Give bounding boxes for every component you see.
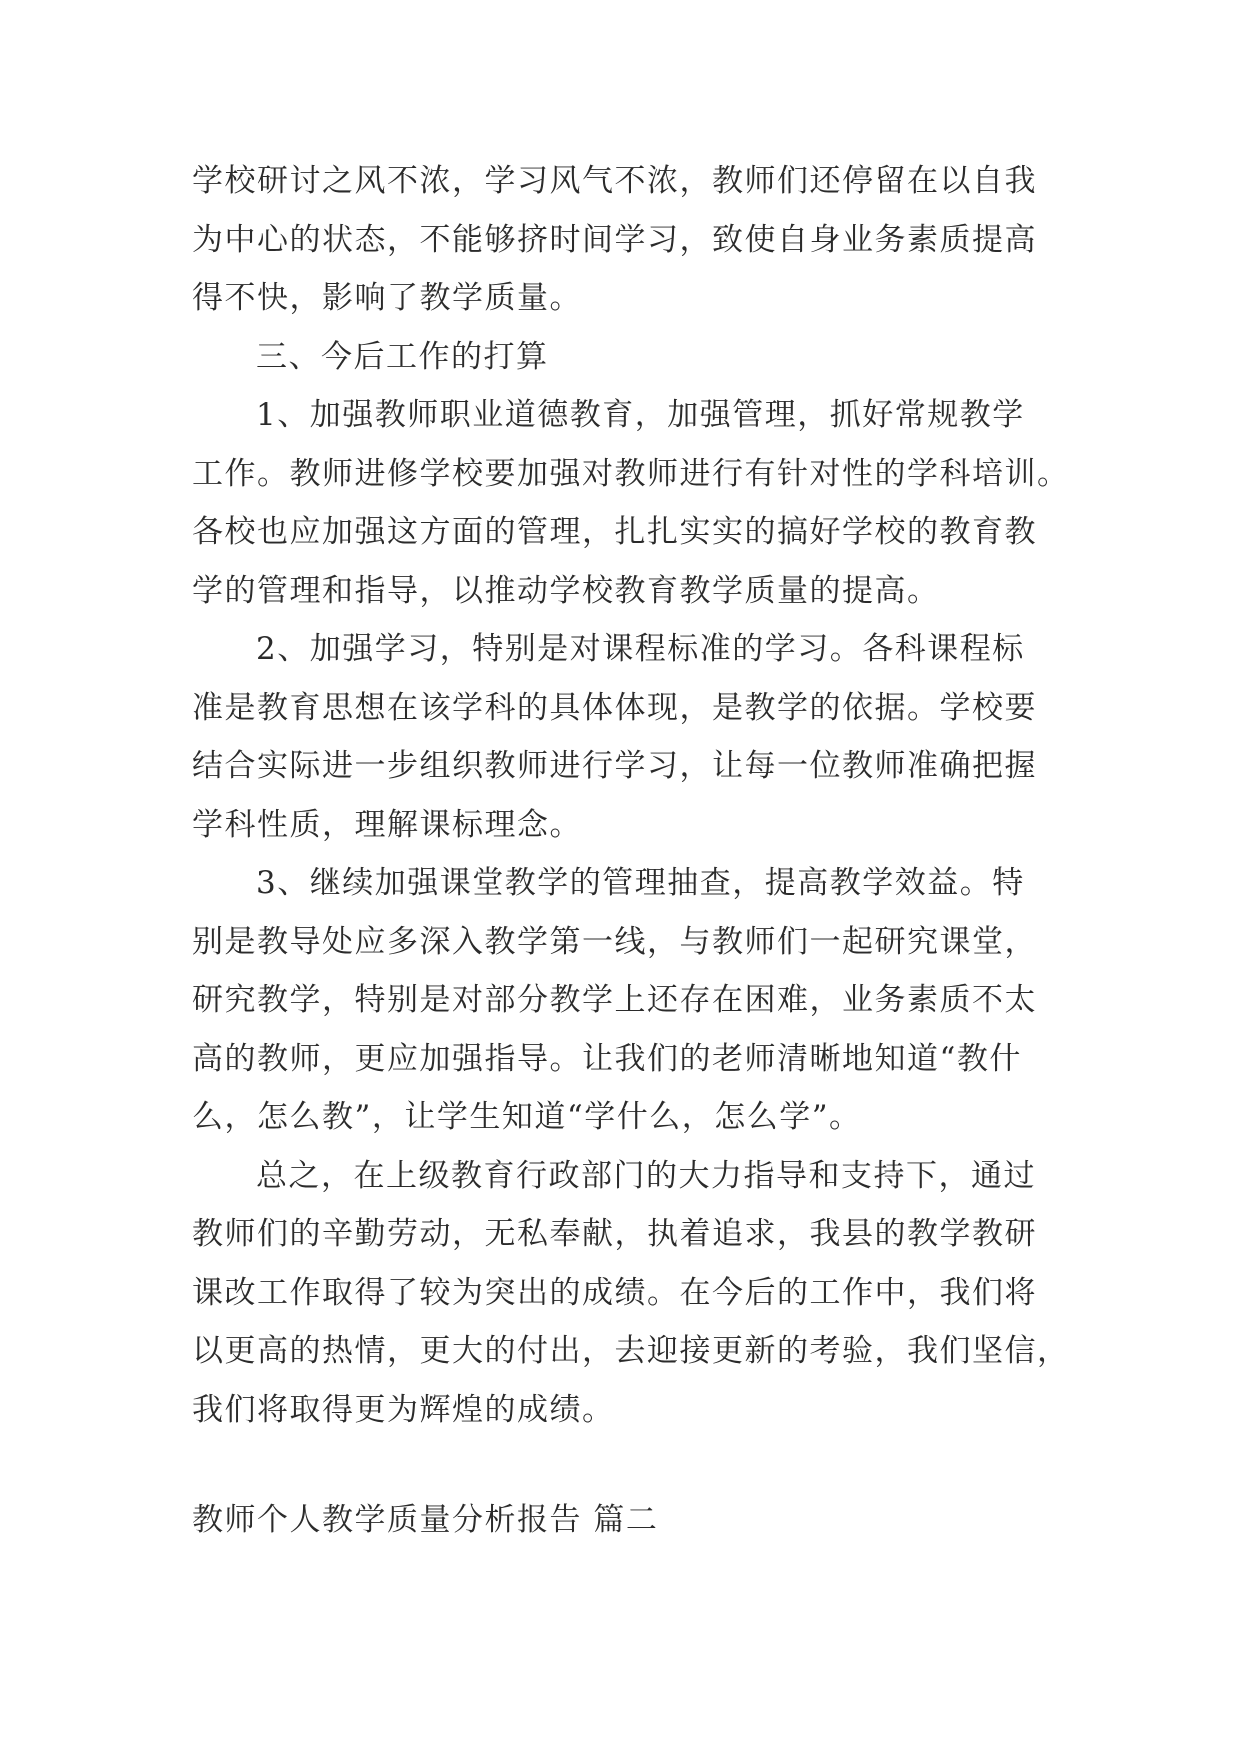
section-title: 教师个人教学质量分析报告 篇二	[192, 1502, 659, 1538]
text-line: 教师们的辛勤劳动，无私奉献，执着追求，我县的教学教研	[192, 1216, 1037, 1252]
text-line: 1、加强教师职业道德教育，加强管理，抓好常规教学	[256, 397, 1025, 433]
text-line: 3、继续加强课堂教学的管理抽查，提高教学效益。特	[256, 865, 1025, 901]
text-line: 2、加强学习，特别是对课程标准的学习。各科课程标	[256, 631, 1025, 667]
text-line: 为中心的状态，不能够挤时间学习，致使自身业务素质提高	[192, 221, 1037, 258]
text-line: 工作。教师进修学校要加强对教师进行有针对性的学科培训。	[192, 455, 1070, 492]
text-line: 得不快，影响了教学质量。	[192, 280, 582, 316]
text-line: 总之，在上级教育行政部门的大力指导和支持下，通过	[256, 1157, 1036, 1194]
text-line: 研究教学，特别是对部分教学上还存在困难，业务素质不太	[192, 982, 1037, 1018]
section-heading: 三、今后工作的打算	[256, 338, 549, 375]
text-line: 高的教师，更应加强指导。让我们的老师清晰地知道“教什	[192, 1040, 1022, 1077]
text-line: 结合实际进一步组织教师进行学习，让每一位教师准确把握	[192, 748, 1037, 784]
text-line: 么，怎么教”，让学生知道“学什么，怎么学”。	[192, 1099, 862, 1135]
text-line: 以更高的热情，更大的付出，去迎接更新的考验，我们坚信，	[192, 1333, 1070, 1369]
text-line: 学校研讨之风不浓，学习风气不浓，教师们还停留在以自我	[192, 163, 1037, 199]
document-body	[192, 152, 1070, 1439]
text-line: 各校也应加强这方面的管理，扎扎实实的搞好学校的教育教	[192, 514, 1037, 550]
text-line: 课改工作取得了较为突出的成绩。在今后的工作中，我们将	[192, 1274, 1037, 1311]
text-line: 我们将取得更为辉煌的成绩。	[192, 1391, 615, 1428]
text-line: 准是教育思想在该学科的具体体现，是教学的依据。学校要	[192, 689, 1037, 726]
text-line: 别是教导处应多深入教学第一线，与教师们一起研究课堂，	[192, 923, 1037, 960]
text-line: 学科性质，理解课标理念。	[192, 806, 582, 843]
text-line: 学的管理和指导，以推动学校教育教学质量的提高。	[192, 572, 940, 609]
